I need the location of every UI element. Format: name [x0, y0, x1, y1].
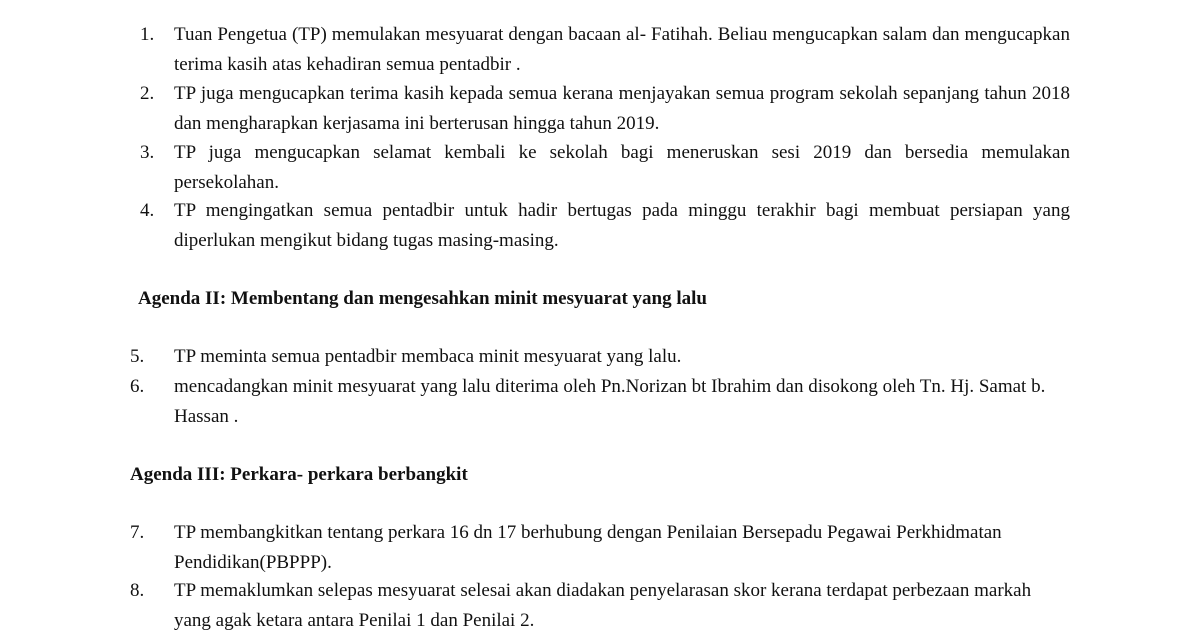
list-item [130, 20, 1070, 79]
list-item [130, 79, 1070, 138]
item-text: TP meminta semua pentadbir membaca minit mesyuarat yang lalu. [174, 346, 682, 367]
item-number: 3. [140, 142, 155, 163]
list-item [130, 372, 1070, 431]
item-text: TP juga mengucapkan selamat kembali ke sekolah bagi meneruskan sesi 2019 dan bersedia memulakan persekolahan. [174, 142, 1070, 193]
item-number: 4. [140, 200, 155, 221]
item-number: 6. [130, 376, 145, 397]
item-number: 8. [130, 580, 145, 601]
item-number: 7. [130, 522, 145, 543]
item-text: mencadangkan minit mesyuarat yang lalu diterima oleh Pn.Norizan bt Ibrahim dan disokong oleh Tn. Hj. Samat b. Hassan . [174, 376, 1046, 427]
list-item [130, 342, 1070, 372]
item-text: Tuan Pengetua (TP) memulakan mesyuarat dengan bacaan al- Fatihah. Beliau mengucapkan salam dan mengucapkan terima kasih atas kehadiran semua pentadbir . [174, 24, 1070, 75]
list-item [130, 138, 1070, 197]
item-text: TP memaklumkan selepas mesyuarat selesai akan diadakan penyelarasan skor kerana terdapat perbezaan markah yang agak ketara antara Penilai 1 dan Penilai 2. [174, 580, 1032, 631]
item-text: TP mengingatkan semua pentadbir untuk hadir bertugas pada minggu terakhir bagi membuat persiapan yang diperlukan mengikut bidang tugas masing-masing. [174, 200, 1070, 251]
list-item [130, 196, 1070, 255]
list-item [130, 576, 1070, 635]
item-text: TP juga mengucapkan terima kasih kepada semua kerana menjayakan semua program sekolah sepanjang tahun 2018 dan mengharapkan kerjasama ini berterusan hingga tahun 2019. [174, 83, 1070, 134]
agenda-heading: Agenda II: Membentang dan mengesahkan minit mesyuarat yang lalu [138, 288, 707, 309]
item-number: 5. [130, 346, 145, 367]
item-number: 1. [140, 24, 155, 45]
item-text: TP membangkitkan tentang perkara 16 dn 17 berhubung dengan Penilaian Bersepadu Pegawai Perkhidmatan Pendidikan(PBPPP). [174, 522, 1002, 573]
item-number: 2. [140, 83, 155, 104]
agenda-heading: Agenda III: Perkara- perkara berbangkit [130, 464, 468, 485]
list-item [130, 518, 1070, 577]
